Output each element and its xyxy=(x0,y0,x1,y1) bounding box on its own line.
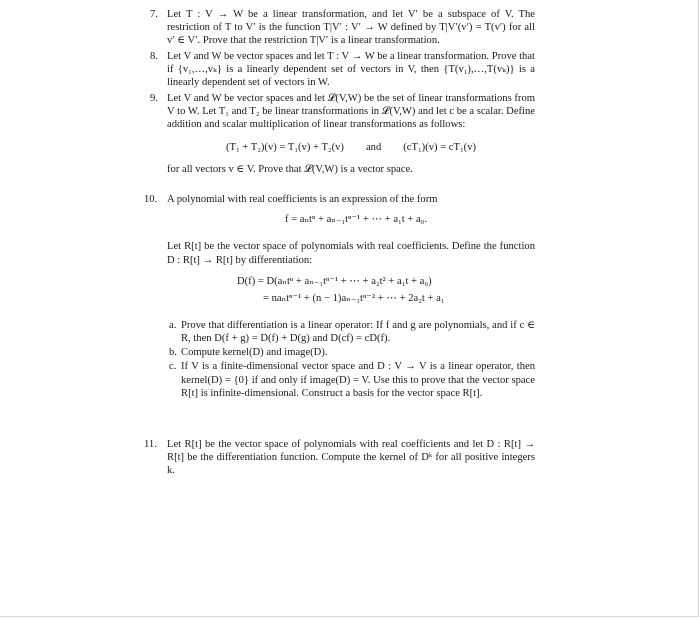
problem-text: Let V and W be vector spaces and let 𝓛(V,W) be the set of linear transformations from V to W. Let T₁ and T₂ be linear transformations in 𝓛(V,W) and let c be a scalar. Define addition and scalar multiplication of linear transformations as follows: xyxy=(167,93,535,131)
problem-9 xyxy=(150,92,535,176)
problem-number: 11. xyxy=(144,439,157,450)
subpart-text: If V is a finite-dimensional vector space and D : V → V is a linear operator, then kernel(D) = {0} if and only if image(D) = V. Use this to prove that the vector space R[t] is infinite-dimensional. Construct a basis for the vector space R[t]. xyxy=(181,361,535,399)
derivative-line-2: = naₙtⁿ⁻¹ + (n − 1)aₙ₋₁tⁿ⁻² + ⋯ + 2a₂t + a₁ xyxy=(263,292,445,304)
subpart-c xyxy=(167,360,535,400)
derivative-line-1: D(f) = D(aₙtⁿ + aₙ₋₁tⁿ⁻¹ + ⋯ + a₂t² + a₁t + a₀) xyxy=(237,275,432,287)
problem-intro: A polynomial with real coefficients is an expression of the form xyxy=(167,194,438,205)
addition-definition-equation xyxy=(167,141,535,154)
derivative-display xyxy=(167,275,535,315)
problem-text: Let V and W be vector spaces and let T : V → W be a linear transformation. Prove that if {v₁,…,vₖ} is a linearly dependent set of vectors in V, then {T(v₁),…,T(vₖ)} is a linearly dependent set of vectors in W. xyxy=(167,51,535,89)
subpart-label: c. xyxy=(169,361,177,373)
subpart-label: a. xyxy=(169,319,177,331)
subpart-text: Prove that differentiation is a linear operator: If f and g are polynomials, and if c ∈ R, then D(f + g) = D(f) + D(g) and D(cf) = cD(f). xyxy=(181,319,535,345)
problem-number: 9. xyxy=(150,93,158,104)
equation-and: and xyxy=(365,141,382,153)
subparts-list xyxy=(167,319,535,400)
subpart-label: b. xyxy=(169,347,177,359)
problem-7 xyxy=(150,8,535,48)
subpart-text: Compute kernel(D) and image(D). xyxy=(181,347,328,359)
problem-text: Let T : V → W be a linear transformation, and let V′ be a subspace of V. The restriction of T to V′ is the function T|V′ : V′ → W defined by T|V′(v′) = T(v′) for all v′ ∈ V′. Prove that the restriction T|V′ is a linear transformation. xyxy=(167,9,535,47)
problem-11 xyxy=(144,438,535,478)
problem-text-after: for all vectors v ∈ V. Prove that 𝓛(V,W) is a vector space. xyxy=(167,163,413,175)
problem-number: 8. xyxy=(150,51,158,62)
equation-scalar: (cT₁)(v) = cT₁(v) xyxy=(403,141,477,153)
problem-number: 7. xyxy=(150,9,158,20)
polynomial-expression: f = aₙtⁿ + aₙ₋₁tⁿ⁻¹ + ⋯ + a₁t + a₀. xyxy=(284,214,428,226)
problem-text: Let R[t] be the vector space of polynomials with real coefficients and let D : R[t] → R[t] be the differentiation function. Compute the kernel of Dᵏ for all positive integers k. xyxy=(167,439,535,477)
subpart-b xyxy=(167,346,535,359)
problem-define: Let R[t] be the vector space of polynomials with real coefficients. Define the function D : R[t] → R[t] by differentiation: xyxy=(167,241,535,266)
problem-10 xyxy=(144,193,535,400)
problem-number: 10. xyxy=(144,194,158,205)
problem-8 xyxy=(150,50,535,90)
subpart-a xyxy=(167,319,535,345)
equation-sum: (T₁ + T₂)(v) = T₁(v) + T₂(v) xyxy=(225,141,344,153)
